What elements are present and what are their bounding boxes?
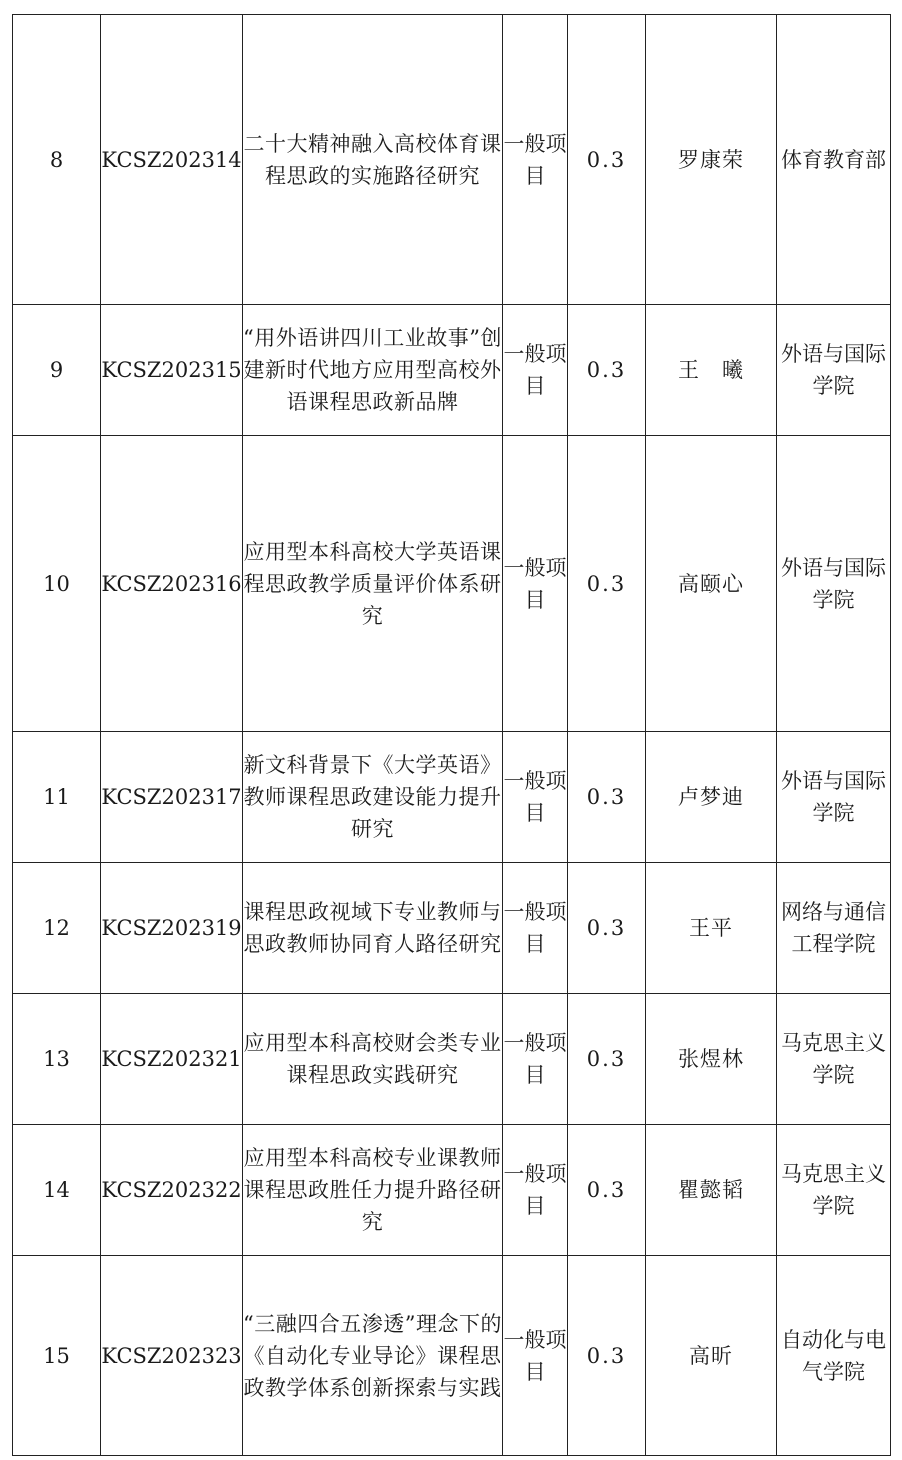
project-leader: 王平 — [646, 863, 777, 994]
project-college: 自动化与电气学院 — [777, 1256, 891, 1456]
project-code: KCSZ202323 — [101, 1256, 243, 1456]
project-code: KCSZ202319 — [101, 863, 243, 994]
row-number: 12 — [13, 863, 101, 994]
row-number: 11 — [13, 732, 101, 863]
table-body — [13, 15, 891, 1456]
project-title: 应用型本科高校大学英语课程思政教学质量评价体系研究 — [243, 436, 503, 732]
project-fund: 0.3 — [568, 1125, 646, 1256]
project-title: “用外语讲四川工业故事”创建新时代地方应用型高校外语课程思政新品牌 — [243, 305, 503, 436]
row-number: 13 — [13, 994, 101, 1125]
project-fund: 0.3 — [568, 305, 646, 436]
project-leader: 王 曦 — [646, 305, 777, 436]
project-leader: 罗康荣 — [646, 15, 777, 305]
project-code: KCSZ202317 — [101, 732, 243, 863]
project-title: 应用型本科高校专业课教师课程思政胜任力提升路径研究 — [243, 1125, 503, 1256]
project-code: KCSZ202314 — [101, 15, 243, 305]
project-fund: 0.3 — [568, 436, 646, 732]
row-number: 10 — [13, 436, 101, 732]
project-leader: 高昕 — [646, 1256, 777, 1456]
project-college: 外语与国际学院 — [777, 305, 891, 436]
table-row — [13, 863, 891, 994]
row-number: 9 — [13, 305, 101, 436]
project-college: 网络与通信工程学院 — [777, 863, 891, 994]
project-title: “三融四合五渗透”理念下的《自动化专业导论》课程思政教学体系创新探索与实践 — [243, 1256, 503, 1456]
project-code: KCSZ202315 — [101, 305, 243, 436]
project-college: 外语与国际学院 — [777, 732, 891, 863]
project-code: KCSZ202321 — [101, 994, 243, 1125]
project-fund: 0.3 — [568, 863, 646, 994]
row-number: 8 — [13, 15, 101, 305]
table-row — [13, 1125, 891, 1256]
project-type: 一般项目 — [503, 1125, 568, 1256]
project-fund: 0.3 — [568, 994, 646, 1125]
project-college: 马克思主义学院 — [777, 1125, 891, 1256]
project-leader: 卢梦迪 — [646, 732, 777, 863]
project-type: 一般项目 — [503, 994, 568, 1125]
project-type: 一般项目 — [503, 863, 568, 994]
project-title: 新文科背景下《大学英语》教师课程思政建设能力提升研究 — [243, 732, 503, 863]
table-row — [13, 732, 891, 863]
table-row — [13, 1256, 891, 1456]
project-type: 一般项目 — [503, 1256, 568, 1456]
project-type: 一般项目 — [503, 305, 568, 436]
project-fund: 0.3 — [568, 732, 646, 863]
row-number: 15 — [13, 1256, 101, 1456]
row-number: 14 — [13, 1125, 101, 1256]
project-title: 应用型本科高校财会类专业课程思政实践研究 — [243, 994, 503, 1125]
project-title: 二十大精神融入高校体育课程思政的实施路径研究 — [243, 15, 503, 305]
project-college: 外语与国际学院 — [777, 436, 891, 732]
table-row — [13, 15, 891, 305]
project-college: 体育教育部 — [777, 15, 891, 305]
project-table — [12, 14, 891, 1456]
project-leader: 高颐心 — [646, 436, 777, 732]
project-fund: 0.3 — [568, 15, 646, 305]
project-college: 马克思主义学院 — [777, 994, 891, 1125]
table-row — [13, 305, 891, 436]
project-leader: 瞿懿韬 — [646, 1125, 777, 1256]
table-row — [13, 994, 891, 1125]
table-row — [13, 436, 891, 732]
project-type: 一般项目 — [503, 732, 568, 863]
project-code: KCSZ202322 — [101, 1125, 243, 1256]
project-leader: 张煜林 — [646, 994, 777, 1125]
project-title: 课程思政视域下专业教师与思政教师协同育人路径研究 — [243, 863, 503, 994]
project-type: 一般项目 — [503, 436, 568, 732]
project-fund: 0.3 — [568, 1256, 646, 1456]
project-type: 一般项目 — [503, 15, 568, 305]
project-code: KCSZ202316 — [101, 436, 243, 732]
